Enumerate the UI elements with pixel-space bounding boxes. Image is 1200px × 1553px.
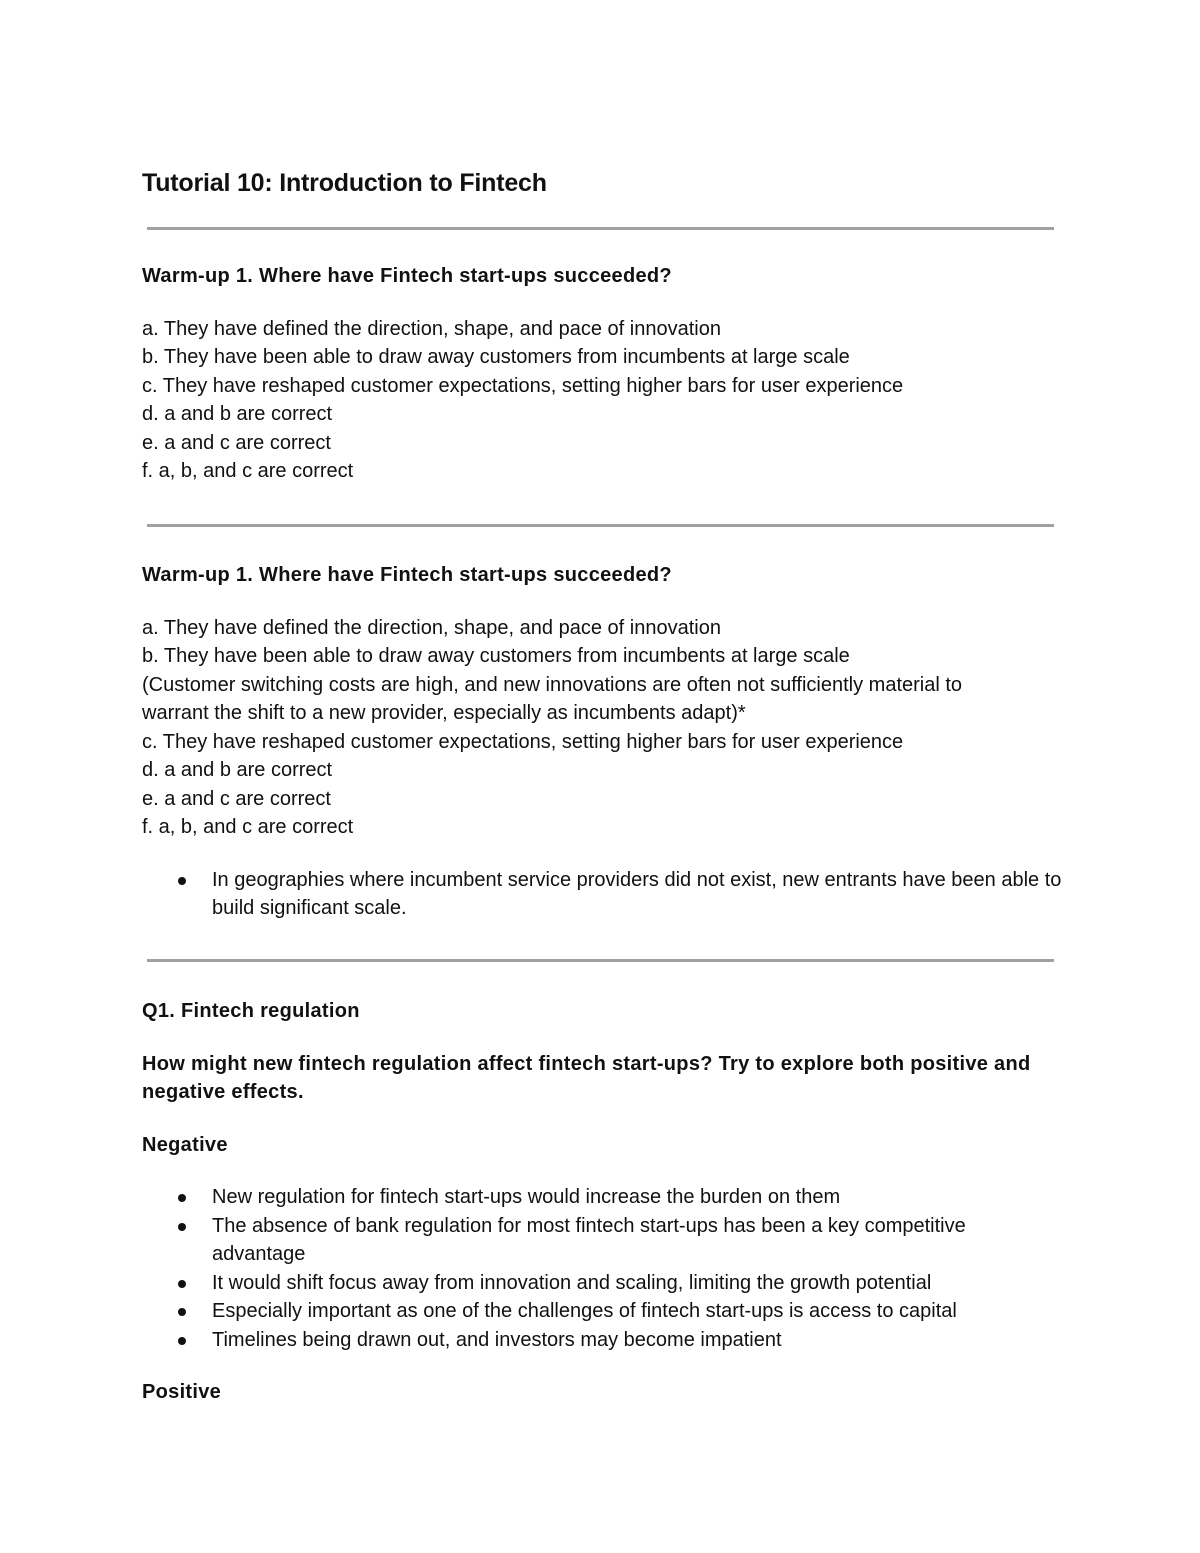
list-item-text: New regulation for fintech start-ups would increase the burden on them bbox=[212, 1186, 841, 1208]
section-warmup-answer bbox=[142, 561, 1062, 923]
answer-option: a. They have defined the direction, shape, and pace of innovation bbox=[142, 616, 721, 639]
bullet-icon bbox=[178, 1308, 186, 1316]
list-item-text: The absence of bank regulation for most fintech start-ups has been a key competitive advantage bbox=[212, 1214, 966, 1265]
list-item bbox=[142, 1297, 1042, 1326]
answer-option: b. They have been able to draw away customers from incumbents at large scale bbox=[142, 645, 850, 667]
horizontal-rule bbox=[147, 959, 1054, 962]
list-item bbox=[142, 1269, 1042, 1298]
list-item bbox=[142, 1183, 1042, 1212]
negative-label: Negative bbox=[142, 1133, 228, 1156]
list-item-text: Timelines being drawn out, and investors may become impatient bbox=[212, 1328, 782, 1351]
bullet-icon bbox=[178, 1223, 186, 1231]
page-title: Tutorial 10: Introduction to Fintech bbox=[142, 169, 547, 197]
question-heading: Warm-up 1. Where have Fintech start-ups succeeded? bbox=[142, 265, 672, 287]
answer-explanation: (Customer switching costs are high, and new innovations are often not sufficiently material to warrant the shift to a new provider, especially as incumbents adapt)* bbox=[142, 673, 963, 724]
section-q1-regulation bbox=[142, 997, 1062, 1407]
section-warmup-question bbox=[142, 262, 1062, 486]
question-prompt: How might new fintech regulation affect fintech start-ups? Try to explore both positive and negative effects. bbox=[142, 1052, 1031, 1103]
negative-bullet-list bbox=[142, 1183, 1042, 1354]
positive-label: Positive bbox=[142, 1381, 222, 1403]
bullet-icon bbox=[178, 1194, 186, 1202]
answer-option: d. a and b are correct bbox=[142, 759, 333, 781]
answer-option: c. They have reshaped customer expectations, setting higher bars for user experience bbox=[142, 374, 904, 397]
answer-option: e. a and c are correct bbox=[142, 431, 331, 454]
bullet-icon bbox=[178, 877, 186, 885]
answer-option: d. a and b are correct bbox=[142, 403, 333, 425]
list-item bbox=[142, 1212, 1042, 1269]
answer-option: f. a, b, and c are correct bbox=[142, 460, 354, 482]
horizontal-rule bbox=[147, 524, 1054, 527]
answer-options-list bbox=[142, 315, 1062, 486]
bullet-icon bbox=[178, 1337, 186, 1345]
list-item-text: It would shift focus away from innovation and scaling, limiting the growth potential bbox=[212, 1271, 932, 1294]
note-bullet-list bbox=[142, 866, 1062, 923]
bullet-icon bbox=[178, 1280, 186, 1288]
question-heading: Warm-up 1. Where have Fintech start-ups succeeded? bbox=[142, 564, 672, 586]
answer-option: b. They have been able to draw away customers from incumbents at large scale bbox=[142, 346, 850, 368]
horizontal-rule bbox=[147, 227, 1054, 230]
list-item bbox=[142, 866, 1062, 923]
answer-option: e. a and c are correct bbox=[142, 787, 331, 810]
answer-options-list bbox=[142, 614, 1062, 842]
list-item-text: Especially important as one of the challenges of fintech start-ups is access to capital bbox=[212, 1300, 957, 1322]
answer-option: a. They have defined the direction, shape, and pace of innovation bbox=[142, 317, 721, 340]
list-item bbox=[142, 1326, 1042, 1355]
answer-option: f. a, b, and c are correct bbox=[142, 816, 354, 838]
question-heading: Q1. Fintech regulation bbox=[142, 1000, 360, 1022]
answer-option: c. They have reshaped customer expectations, setting higher bars for user experience bbox=[142, 730, 904, 753]
list-item-text: In geographies where incumbent service providers did not exist, new entrants have been able to build significant scale. bbox=[212, 868, 1062, 919]
